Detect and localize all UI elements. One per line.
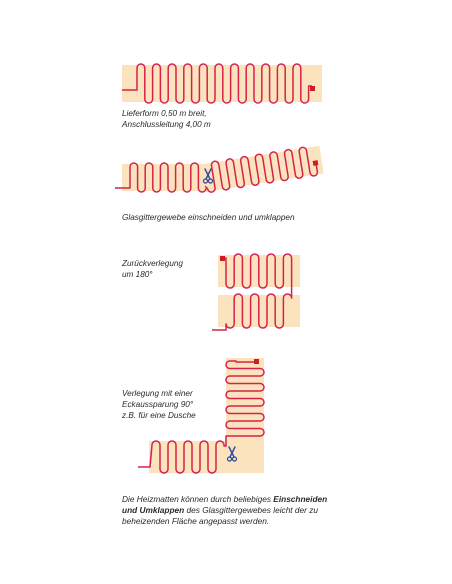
caption-summary bbox=[122, 494, 327, 527]
summary-text: Die Heizmatten können durch beliebiges bbox=[122, 494, 274, 504]
caption-reverse-180 bbox=[122, 258, 183, 280]
caption-line: z.B. für eine Dusche bbox=[122, 411, 196, 420]
caption-line: um 180° bbox=[122, 270, 153, 279]
cable-terminal bbox=[254, 359, 259, 364]
caption-delivery-form bbox=[122, 108, 211, 130]
caption-line: Verlegung mit einer bbox=[122, 389, 193, 398]
summary-bold: und Umklappen bbox=[122, 505, 185, 515]
caption-line: beheizenden Fläche angepasst werden. bbox=[122, 516, 270, 526]
mat-fabric-left bbox=[122, 164, 206, 191]
summary-bold: Einschneiden bbox=[273, 494, 328, 504]
summary-text: des Glasgittergewebes leicht der zu bbox=[184, 505, 318, 515]
caption-line bbox=[122, 505, 327, 516]
mat-reverse-180 bbox=[212, 254, 300, 330]
caption-cut-and-fold bbox=[122, 212, 295, 223]
mat-cut-and-fold bbox=[115, 145, 324, 193]
caption-corner-90 bbox=[122, 388, 196, 421]
caption-line: Glasgittergewebe einschneiden und umklappen bbox=[122, 213, 295, 222]
cable-terminal bbox=[313, 160, 319, 166]
caption-line bbox=[122, 494, 327, 505]
caption-line: Anschlussleitung 4,00 m bbox=[122, 120, 211, 129]
cable-terminal bbox=[310, 86, 315, 91]
cable-terminal bbox=[220, 256, 225, 261]
caption-line: Eckaussparung 90° bbox=[122, 400, 194, 409]
caption-line: Zurückverlegung bbox=[122, 259, 183, 268]
caption-line: Lieferform 0,50 m breit, bbox=[122, 109, 207, 118]
mat-delivery-form bbox=[122, 64, 322, 103]
